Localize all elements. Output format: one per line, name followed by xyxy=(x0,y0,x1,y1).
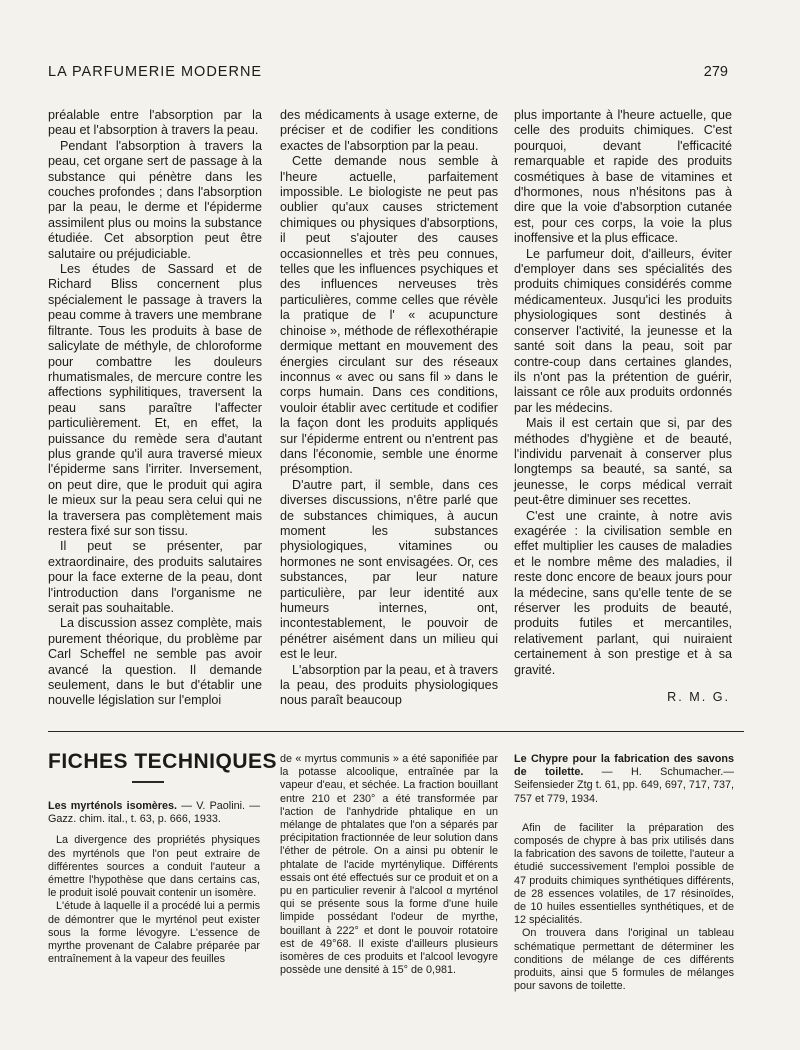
section-divider xyxy=(48,731,744,732)
paragraph: Pendant l'absorption à travers la peau, cet organe sert de passage à la substance qui pénètre dans les couches profondes ; dans l'absorption par la peau, le derme et l'épiderme assimilent plus ou moins la substance étudiée. Cet absorption peut être salutaire ou préjudiciable. xyxy=(48,138,262,261)
paragraph: L'étude à laquelle il a procédé lui a permis de démontrer que le myrténol peut exister sous la forme lévogyre. L'essence de myrthe provenant de Calabre préparée par entraînement à la vapeur des feuilles xyxy=(48,900,260,966)
fiche-column-3 xyxy=(514,753,734,993)
section-title: FICHES TECHNIQUES xyxy=(48,750,278,773)
reference-citation: — H. Schumacher.— Seifensieder Ztg t. 61, pp. 649, 697, 717, 737, 757 et 779, 1934. xyxy=(514,766,734,805)
paragraph: Afin de faciliter la préparation des composés de chypre à bas prix utilisés dans la fabrication des savons de toilette, l'auteur a étudié successivement l'emploi possible de 47 produits chimiques synthétiques différents, de 28 essences volatiles, de 17 résinoïdes, de 10 huiles essentielles synthétiques, et de 12 spécialités. xyxy=(514,821,734,927)
article-column-2 xyxy=(280,108,498,709)
paragraph: La divergence des propriétés physiques des myrténols que l'on peut extraire de différentes sources a conduit l'auteur a émettre l'hypothèse que dans certains cas, le produit isolé pouvait contenir un isomère. xyxy=(48,834,260,900)
paragraph: plus importante à l'heure actuelle, que celle des produits chimiques. C'est pourquoi, devant l'efficacité remarquable et rapide des produits cosmétiques à base de vitamines et d'hormones, nous n'hésitons pas à dire que la voie d'absorption cutanée est, pour ces corps, la voie la plus inoffensive et la plus efficace. xyxy=(514,108,732,246)
title-underline xyxy=(132,781,164,783)
paragraph: C'est une crainte, à notre avis exagérée : la civilisation semble en effet multiplier les causes de maladies et le nombre même des maladies, il reste donc encore de beaux jours pour la médecine, sans qu'elle tente de se réserver les produits de beauté, produits futiles et mercantiles, relativement parlant, qui nuiraient certainement à son prestige et à sa gravité. xyxy=(514,508,732,677)
paragraph: D'autre part, il semble, dans ces diverses discussions, n'être parlé que de substances chimiques, à aucun moment les substances physiologiques, vitamines ou hormones ne sont envisagées. Or, ces substances, par leur nature particulière, par leur identité aux humeurs internes, ont, incontestablement, le pouvoir de pénétrer aisément dans un milieu qui est le leur. xyxy=(280,477,498,662)
article-column-1 xyxy=(48,108,262,709)
paragraph: Les études de Sassard et de Richard Bliss concernent plus spécialement le passage à travers la peau comme à travers une membrane filtrante. Tous les produits à base de salicylate de méthyle, de chloroforme pour combattre les douleurs rhumatismales, de mercure contre les affections syphilitiques, traversent la peau sans paraître l'affecter particulièrement. Et, en effet, la puissance du remède sera d'autant plus grande qu'il aura traversé mieux l'épiderme sans l'irriter. Inversement, on peut dire, que le produit qui agira le mieux sur la peau sera celui qui ne la traversera pas complètement mais restera fixé sur son tissu. xyxy=(48,262,262,538)
author-signature: R. M. G. xyxy=(667,690,730,705)
fiche-column-1 xyxy=(48,800,260,966)
page-number: 279 xyxy=(703,64,728,80)
fiche-column-2 xyxy=(280,753,498,985)
paragraph: Il peut se présenter, par extraordinaire, des produits salutaires pour la face externe de la peau, dont l'introduction dans l'organisme ne serait pas souhaitable. xyxy=(48,539,262,615)
paragraph: Mais il est certain que si, par des méthodes d'hygiène et de beauté, l'individu parvenait à conserver plus longtemps sa beauté, sa santé, sa jeunesse, le corps médical verrait peut-être diminuer ses recettes. xyxy=(514,416,732,508)
paragraph: de « myrtus communis » a été saponifiée par la potasse alcoolique, entraînée par la vapeur d'eau, et séchée. La fraction bouillant entre 210 et 230° a été transformée par l'action de l'anhydride phtalique en un mélange de phtalates que l'on a séparés par précipitation fractionnée de leur solution dans l'éther de pétrole. On a ainsi pu obtenir le phtalate de l'acide myrténylique. Différents essais ont été effectués sur ce produit et on a pu en particulier revenir à l'alcool α myrténol qui se présente sous la forme d'une huile limpide possédant l'odeur de myrthe, bouillant à 222° et dont le pouvoir rotatoire est de 49°68. Il existe d'ailleurs plusieurs isomères de ces produits et l'alcool levogyre possède une densité à 15° de 0,981. xyxy=(280,753,498,977)
reference-title: Le Chypre pour la fabrication des savons de toilette. xyxy=(514,753,734,779)
reference xyxy=(514,753,734,806)
paragraph: des médicaments à usage externe, de préciser et de codifier les conditions exactes de l'absorption par la peau. xyxy=(280,108,498,153)
reference-title: Les myrténols isomères. xyxy=(48,800,178,812)
paragraph: Cette demande nous semble à l'heure actuelle, parfaitement impossible. Le biologiste ne peut pas oublier qu'aux causes strictement chimiques ou physiques d'absorptions, il peut s'ajouter des causes occasionnelles et très peu connues, telles que les influences psychiques et des influences nerveuses très particulières, comme celles que révèle la pratique de l' « acupuncture chinoise », méthode de réflexothérapie dermique mettant en mouvement des énergies circulant sur des réseaux inconnus « avec ou sans fil » dans le corps humain. Dans ces conditions, vouloir établir avec certitude et codifier la façon dont les produits appliqués sur l'épiderme entrent ou n'entrent pas dans l'économie, semble une énorme présomption. xyxy=(280,154,498,477)
article-column-3 xyxy=(514,108,732,705)
reference xyxy=(48,800,260,826)
paragraph: On trouvera dans l'original un tableau schématique permettant de déterminer les conditions de mélange de ces différents produits, ainsi que 5 formules de mélanges pour savons de toilette. xyxy=(514,927,734,993)
reference-citation: — V. Paolini. — Gazz. chim. ital., t. 63, p. 666, 1933. xyxy=(48,800,261,826)
journal-title: LA PARFUMERIE MODERNE xyxy=(48,64,263,80)
paragraph: Le parfumeur doit, d'ailleurs, éviter d'employer dans ses spécialités des produits chimiques considérés comme médicamenteux. Jusqu'ici les produits physiologiques sont destinés à conserver l'activité, la jeunesse et la santé soit dans la peau, soit par contre-coup dans certaines glandes, ils n'ont pas la prétention de guérir, laissant ce rôle aux produits ordonnés par les médecins. xyxy=(514,246,732,415)
paragraph: préalable entre l'absorption par la peau et l'absorption à travers la peau. xyxy=(48,108,262,138)
paragraph: L'absorption par la peau, et à travers la peau, des produits physiologiques nous paraît beaucoup xyxy=(280,662,498,708)
paragraph: La discussion assez complète, mais purement théorique, du problème par Carl Scheffel ne semble pas avoir avancé la question. Il demande seulement, dans le but d'établir une nouvelle législation sur l'emploi xyxy=(48,616,262,708)
